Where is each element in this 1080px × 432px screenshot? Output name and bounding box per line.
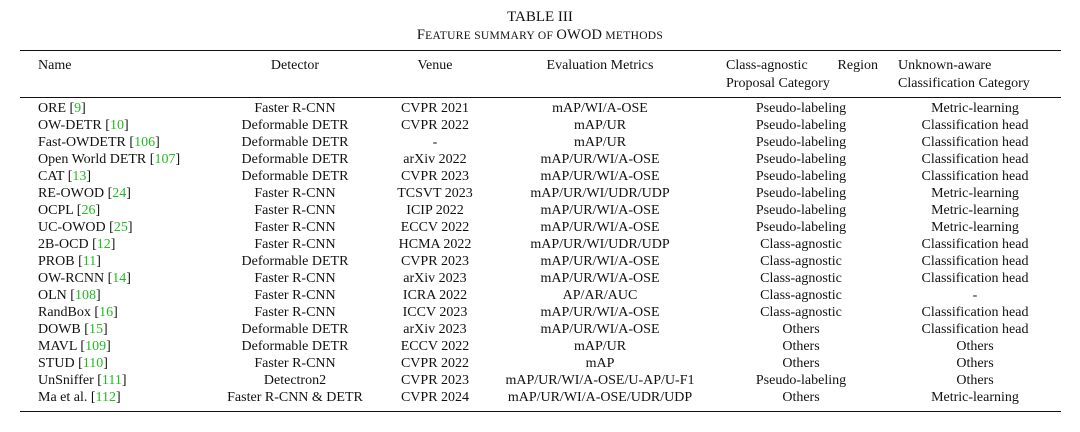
table-row xyxy=(0,151,1080,168)
table-title-part: EATURE SUMMARY OF xyxy=(425,30,557,42)
venue-cell: ICIP 2022 xyxy=(406,203,464,218)
proposal-category-cell: Pseudo-labeling xyxy=(755,203,847,218)
method-name-cell: MAVL [109] xyxy=(38,339,111,354)
method-name: RE-OWOD xyxy=(38,186,105,201)
table-row xyxy=(0,236,1080,253)
header-venue: Venue xyxy=(417,58,453,73)
metrics-cell: mAP/UR/WI/A-OSE xyxy=(540,203,660,218)
method-name: MAVL xyxy=(38,339,77,354)
metrics-cell: mAP/UR/WI/A-OSE xyxy=(540,254,660,269)
table-row xyxy=(0,372,1080,389)
table-row xyxy=(0,287,1080,304)
table-row xyxy=(0,389,1080,406)
citation-link[interactable]: 106 xyxy=(134,135,156,150)
table-row xyxy=(0,117,1080,134)
citation-link[interactable]: 110 xyxy=(82,356,104,371)
metrics-cell: mAP/UR xyxy=(573,118,627,133)
detector-cell: Faster R-CNN xyxy=(254,305,336,320)
method-name-cell: Open World DETR [107] xyxy=(38,152,181,167)
citation-link[interactable]: 12 xyxy=(96,237,111,252)
method-name-cell: UnSniffer [111] xyxy=(38,373,127,388)
method-name-cell: Fast-OWDETR [106] xyxy=(38,135,160,150)
method-name: OW-DETR xyxy=(38,118,102,133)
table-number: TABLE III xyxy=(507,9,573,25)
proposal-category-cell: Class-agnostic xyxy=(760,254,842,269)
detector-cell: Deformable DETR xyxy=(241,135,349,150)
classification-category-cell: Classification head xyxy=(921,305,1029,320)
classification-category-cell: Classification head xyxy=(921,254,1029,269)
header-class-agnostic-proposal: Class-agnostic Region Proposal Category xyxy=(726,58,878,91)
citation-link[interactable]: 15 xyxy=(88,322,103,337)
venue-cell: ICCV 2023 xyxy=(402,305,468,320)
table-row xyxy=(0,321,1080,338)
method-name-cell: OLN [108] xyxy=(38,288,101,303)
citation-link[interactable]: 14 xyxy=(112,271,127,286)
citation-link[interactable]: 10 xyxy=(109,118,124,133)
method-name: UnSniffer xyxy=(38,373,94,388)
method-name-cell: PROB [11] xyxy=(38,254,101,269)
method-name: OCPL xyxy=(38,203,74,218)
method-name: 2B-OCD xyxy=(38,237,89,252)
venue-cell: ICRA 2022 xyxy=(402,288,468,303)
method-name: PROB xyxy=(38,254,75,269)
method-name-cell: RandBox [16] xyxy=(38,305,118,320)
citation-link[interactable]: 107 xyxy=(154,152,176,167)
detector-cell: Faster R-CNN xyxy=(254,186,336,201)
classification-category-cell: Metric-learning xyxy=(931,220,1019,235)
proposal-category-cell: Pseudo-labeling xyxy=(755,118,847,133)
method-name-cell: OCPL [26] xyxy=(38,203,101,218)
venue-cell: HCMA 2022 xyxy=(398,237,472,252)
table-row xyxy=(0,202,1080,219)
venue-cell: - xyxy=(432,135,438,150)
proposal-category-cell: Pseudo-labeling xyxy=(755,101,847,116)
header-unknown-aware-classification: Unknown-aware Classification Category xyxy=(898,58,1030,91)
table-row xyxy=(0,338,1080,355)
venue-cell: arXiv 2022 xyxy=(403,152,467,167)
table-row xyxy=(0,168,1080,185)
metrics-cell: mAP xyxy=(585,356,615,371)
metrics-cell: mAP/UR/WI/A-OSE/UDR/UDP xyxy=(507,390,693,405)
method-name-cell: DOWB [15] xyxy=(38,322,108,337)
classification-category-cell: - xyxy=(972,288,978,303)
classification-category-cell: Others xyxy=(956,339,994,354)
metrics-cell: mAP/UR xyxy=(573,339,627,354)
method-name: STUD xyxy=(38,356,75,371)
venue-cell: ECCV 2022 xyxy=(400,220,470,235)
detector-cell: Deformable DETR xyxy=(241,152,349,167)
method-name: Open World DETR xyxy=(38,152,147,167)
metrics-cell: mAP/UR/WI/A-OSE xyxy=(540,271,660,286)
citation-link[interactable]: 13 xyxy=(72,169,87,184)
classification-category-cell: Metric-learning xyxy=(931,203,1019,218)
method-name: Fast-OWDETR xyxy=(38,135,126,150)
detector-cell: Faster R-CNN xyxy=(254,237,336,252)
proposal-category-cell: Others xyxy=(782,390,820,405)
table-row xyxy=(0,355,1080,372)
venue-cell: arXiv 2023 xyxy=(403,271,467,286)
table-title-part: F xyxy=(416,27,426,43)
top-rule xyxy=(20,50,1061,51)
proposal-category-cell: Others xyxy=(782,356,820,371)
table-row xyxy=(0,253,1080,270)
method-name: ORE xyxy=(38,101,66,116)
classification-category-cell: Others xyxy=(956,373,994,388)
proposal-category-cell: Pseudo-labeling xyxy=(755,152,847,167)
citation-link[interactable]: 26 xyxy=(81,203,96,218)
venue-cell: TCSVT 2023 xyxy=(397,186,473,201)
classification-category-cell: Classification head xyxy=(921,169,1029,184)
detector-cell: Faster R-CNN xyxy=(254,271,336,286)
metrics-cell: mAP/UR/WI/A-OSE xyxy=(540,322,660,337)
classification-category-cell: Classification head xyxy=(921,237,1029,252)
venue-cell: CVPR 2023 xyxy=(400,373,470,388)
header-evaluation-metrics: Evaluation Metrics xyxy=(546,58,654,73)
metrics-cell: mAP/UR/WI/A-OSE xyxy=(540,305,660,320)
table-row xyxy=(0,134,1080,151)
method-name-cell: OW-DETR [10] xyxy=(38,118,129,133)
method-name-cell: Ma et al. [112] xyxy=(38,390,121,405)
table-row xyxy=(0,219,1080,236)
proposal-category-cell: Class-agnostic xyxy=(760,237,842,252)
detector-cell: Deformable DETR xyxy=(241,322,349,337)
detector-cell: Faster R-CNN & DETR xyxy=(227,390,363,405)
detector-cell: Deformable DETR xyxy=(241,254,349,269)
method-name: OW-RCNN xyxy=(38,271,105,286)
classification-category-cell: Metric-learning xyxy=(931,390,1019,405)
detector-cell: Faster R-CNN xyxy=(254,101,336,116)
venue-cell: CVPR 2021 xyxy=(400,101,470,116)
venue-cell: CVPR 2024 xyxy=(400,390,470,405)
table-row xyxy=(0,100,1080,117)
citation-link[interactable]: 111 xyxy=(101,373,122,388)
detector-cell: Deformable DETR xyxy=(241,339,349,354)
method-name-cell: 2B-OCD [12] xyxy=(38,237,116,252)
header-detector: Detector xyxy=(270,58,320,73)
citation-link[interactable]: 108 xyxy=(74,288,96,303)
classification-category-cell: Classification head xyxy=(921,322,1029,337)
method-name-cell: STUD [110] xyxy=(38,356,108,371)
header-rule xyxy=(20,97,1061,98)
citation-link[interactable]: 24 xyxy=(112,186,127,201)
venue-cell: arXiv 2023 xyxy=(403,322,467,337)
metrics-cell: mAP/UR/WI/UDR/UDP xyxy=(530,186,670,201)
table-row xyxy=(0,270,1080,287)
detector-cell: Faster R-CNN xyxy=(254,288,336,303)
metrics-cell: mAP/UR/WI/A-OSE xyxy=(540,152,660,167)
classification-category-cell: Classification head xyxy=(921,135,1029,150)
proposal-category-cell: Others xyxy=(782,339,820,354)
method-name-cell: OW-RCNN [14] xyxy=(38,271,131,286)
table-body xyxy=(0,100,1080,406)
citation-link[interactable]: 11 xyxy=(82,254,97,269)
header-name: Name xyxy=(38,58,72,73)
method-name-cell: ORE [9] xyxy=(38,101,86,116)
citation-link[interactable]: 109 xyxy=(85,339,107,354)
method-name: UC-OWOD xyxy=(38,220,106,235)
citation-link[interactable]: 9 xyxy=(74,101,82,116)
citation-link[interactable]: 16 xyxy=(99,305,114,320)
proposal-category-cell: Class-agnostic xyxy=(760,288,842,303)
proposal-category-cell: Pseudo-labeling xyxy=(755,220,847,235)
proposal-category-cell: Class-agnostic xyxy=(760,305,842,320)
venue-cell: CVPR 2023 xyxy=(400,169,470,184)
method-name-cell: UC-OWOD [25] xyxy=(38,220,133,235)
metrics-cell: mAP/WI/A-OSE xyxy=(552,101,648,116)
method-name-cell: CAT [13] xyxy=(38,169,92,184)
metrics-cell: mAP/UR/WI/A-OSE xyxy=(540,220,660,235)
method-name: Ma et al. xyxy=(38,390,88,405)
proposal-category-cell: Pseudo-labeling xyxy=(755,373,847,388)
citation-link[interactable]: 25 xyxy=(113,220,128,235)
classification-category-cell: Metric-learning xyxy=(931,186,1019,201)
table-title-part: OWOD xyxy=(556,27,603,43)
venue-cell: CVPR 2022 xyxy=(400,356,470,371)
classification-category-cell: Others xyxy=(956,356,994,371)
table-title xyxy=(0,26,1080,45)
detector-cell: Faster R-CNN xyxy=(254,220,336,235)
detector-cell: Deformable DETR xyxy=(241,118,349,133)
table-title-part: METHODS xyxy=(602,30,664,42)
detector-cell: Deformable DETR xyxy=(241,169,349,184)
metrics-cell: mAP/UR xyxy=(573,135,627,150)
detector-cell: Detectron2 xyxy=(263,373,327,388)
method-name-cell: RE-OWOD [24] xyxy=(38,186,131,201)
method-name: CAT xyxy=(38,169,65,184)
proposal-category-cell: Pseudo-labeling xyxy=(755,135,847,150)
metrics-cell: mAP/UR/WI/A-OSE/U-AP/U-F1 xyxy=(505,373,695,388)
method-name: RandBox xyxy=(38,305,91,320)
detector-cell: Faster R-CNN xyxy=(254,356,336,371)
classification-category-cell: Classification head xyxy=(921,118,1029,133)
method-name: OLN xyxy=(38,288,67,303)
bottom-rule xyxy=(20,411,1061,412)
classification-category-cell: Metric-learning xyxy=(931,101,1019,116)
detector-cell: Faster R-CNN xyxy=(254,203,336,218)
metrics-cell: AP/AR/AUC xyxy=(562,288,638,303)
citation-link[interactable]: 112 xyxy=(95,390,117,405)
venue-cell: CVPR 2023 xyxy=(400,254,470,269)
table-row xyxy=(0,185,1080,202)
proposal-category-cell: Others xyxy=(782,322,820,337)
venue-cell: CVPR 2022 xyxy=(400,118,470,133)
proposal-category-cell: Pseudo-labeling xyxy=(755,169,847,184)
metrics-cell: mAP/UR/WI/A-OSE xyxy=(540,169,660,184)
method-name: DOWB xyxy=(38,322,81,337)
metrics-cell: mAP/UR/WI/UDR/UDP xyxy=(530,237,670,252)
proposal-category-cell: Pseudo-labeling xyxy=(755,186,847,201)
proposal-category-cell: Class-agnostic xyxy=(760,271,842,286)
classification-category-cell: Classification head xyxy=(921,152,1029,167)
venue-cell: ECCV 2022 xyxy=(400,339,470,354)
table-row xyxy=(0,304,1080,321)
classification-category-cell: Classification head xyxy=(921,271,1029,286)
